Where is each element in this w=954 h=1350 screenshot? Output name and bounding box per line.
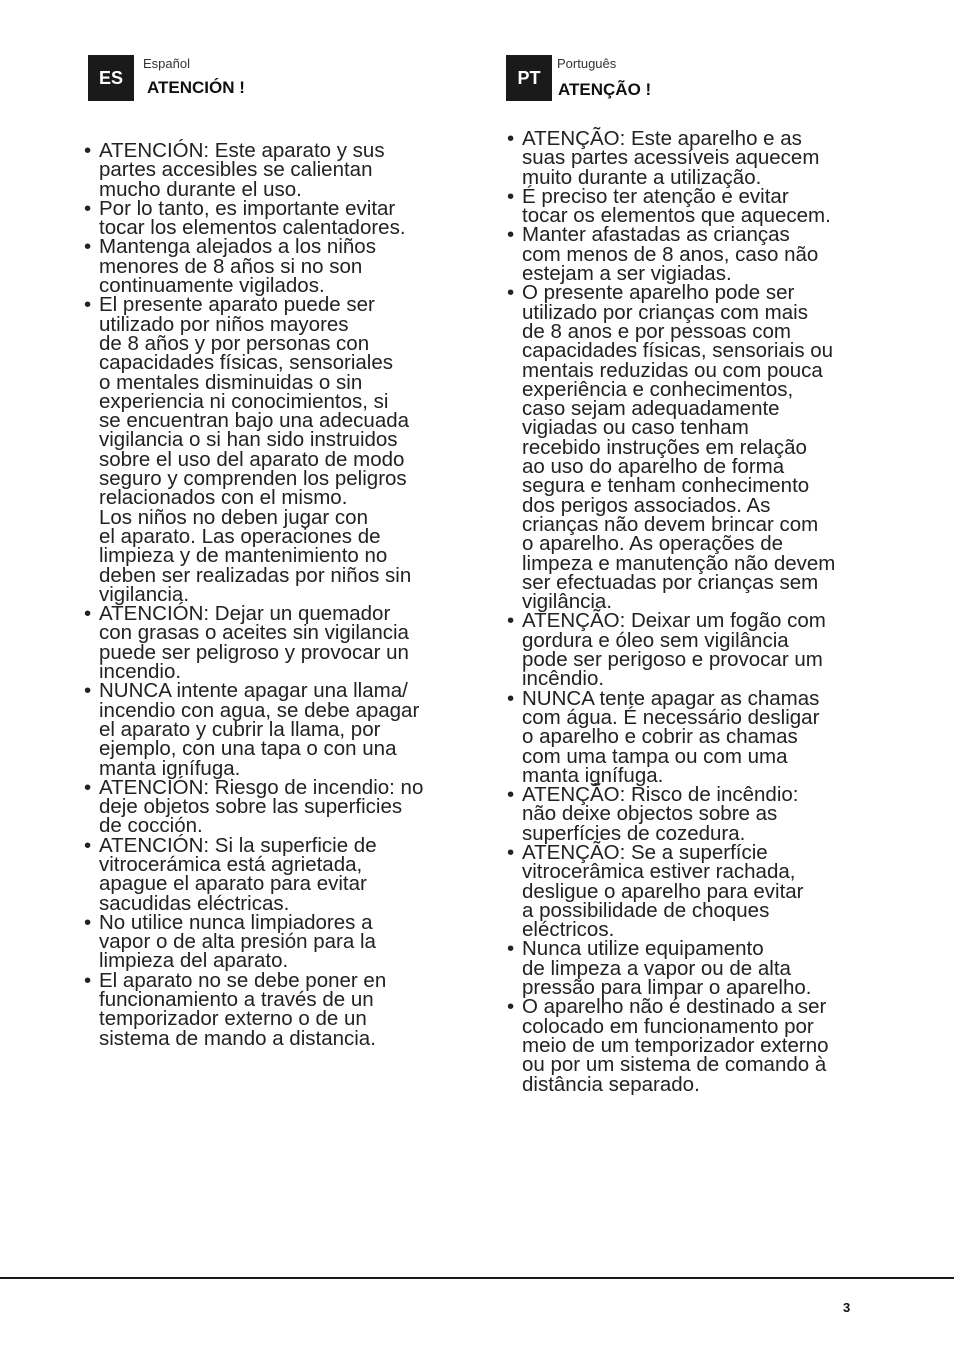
bullet-icon: •: [507, 783, 515, 807]
bullet-icon: •: [84, 602, 92, 626]
bullet-icon: •: [507, 609, 515, 633]
warning-item: • É preciso ter atenção e evitar tocar os elementos que aquecem.: [507, 184, 831, 228]
warning-item: • ATENÇÃO: Se a superfície vitrocerâmica estiver rachada, desligue o aparelho para evitar a possibilidade de choques eléctricos.: [507, 840, 804, 942]
warning-item: • ATENÇÃO: Deixar um fogão com gordura e óleo sem vigilância pode ser perigoso e provocar um incêndio.: [507, 609, 826, 691]
warning-item: • NUNCA tente apagar as chamas com água. É necessário desligar o aparelho e cobrir as chamas com uma tampa ou com uma manta ignífuga.: [507, 686, 820, 787]
warning-item: • Mantenga alejados a los niños menores de 8 años si no son continuamente vigilados.: [84, 235, 376, 298]
bullet-icon: •: [84, 235, 92, 259]
bullet-icon: •: [84, 196, 92, 220]
page-number: 3: [843, 1300, 851, 1315]
bullet-icon: •: [507, 281, 515, 305]
warning-item: • O aparelho não é destinado a ser colocado em funcionamento por meio de um temporizador externo ou por um sistema de comando à distância separado.: [507, 995, 829, 1096]
bullet-icon: •: [507, 223, 515, 247]
language-label-pt: Português: [557, 56, 617, 71]
warning-heading-pt: ATENÇÃO !: [558, 80, 652, 99]
language-label-es: Español: [143, 56, 190, 71]
bullet-icon: •: [507, 937, 515, 961]
warning-item: • Nunca utilize equipamento de limpeza a vapor ou de alta pressão para limpar o aparelho.: [507, 937, 812, 1000]
bullet-icon: •: [84, 775, 92, 799]
warning-item: • ATENCIÓN: Si la superficie de vitrocerámica está agrietada, apague el aparato para evitar sacudidas eléctricas.: [84, 833, 377, 915]
bullet-icon: •: [84, 293, 92, 317]
language-badge-es: ES: [88, 55, 134, 101]
warning-list-es: [84, 141, 464, 1048]
language-badge-pt: PT: [506, 55, 552, 101]
warning-item: • Por lo tanto, es importante evitar tocar los elementos calentadores.: [84, 196, 406, 240]
footer-divider: [0, 1277, 954, 1279]
warning-item: • NUNCA intente apagar una llama/ incendio con agua, se debe apagar el aparato y cubrir la llama, por ejemplo, con una tapa o con una manta ignífuga.: [84, 679, 420, 780]
bullet-icon: •: [507, 995, 515, 1019]
bullet-icon: •: [84, 833, 92, 857]
bullet-icon: •: [507, 686, 515, 710]
warning-item: • O presente aparelho pode ser utilizado por crianças com mais de 8 anos e por pessoas com capacidades físicas, sensoriais ou mentais reduzidas ou com pouca experiência e conhecimentos, caso sejam adequadamente vigiadas ou caso tenham recebido instruções em relação ao uso do aparelho de forma segura e tenham conhecimento dos perigos associados. As crianças não devem brincar com o aparelho. As operações de limpeza e manutenção não devem ser efectuadas por crianças sem vigilância.: [507, 281, 836, 614]
warning-heading-es: ATENCIÓN !: [147, 78, 245, 97]
warning-item: • ATENÇÃO: Risco de incêndio: não deixe objectos sobre as superfícies de cozedura.: [507, 783, 799, 845]
warning-item: • Manter afastadas as crianças com menos de 8 anos, caso não estejam a ser vigiadas.: [507, 223, 819, 286]
warning-item: • ATENCIÓN: Dejar un quemador con grasas o aceites sin vigilancia puede ser peligroso y provocar un incendio.: [84, 602, 409, 684]
warning-item: • No utilice nunca limpiadores a vapor o de alta presión para la limpieza del aparato.: [84, 910, 376, 973]
bullet-icon: •: [84, 139, 92, 162]
warning-item: • ATENÇÃO: Este aparelho e as suas partes acessíveis aquecem muito durante a utilização.: [507, 127, 820, 189]
warning-list-pt: [507, 129, 902, 1094]
bullet-icon: •: [507, 184, 515, 208]
bullet-icon: •: [84, 968, 92, 992]
bullet-icon: •: [507, 127, 515, 150]
warning-item: • ATENCIÓN: Este aparato y sus partes accesibles se calientan mucho durante el uso.: [84, 139, 385, 201]
bullet-icon: •: [84, 910, 92, 934]
warning-item: • ATENCIÓN: Riesgo de incendio: no deje objetos sobre las superficies de cocción.: [84, 775, 424, 838]
bullet-icon: •: [507, 840, 515, 864]
bullet-icon: •: [84, 679, 92, 703]
warning-item: • El presente aparato puede ser utilizado por niños mayores de 8 años y por personas con capacidades físicas, sensoriales o mentales disminuidas o sin experiencia ni conocimientos, si se encuentran bajo una adecuada vigilancia o si han sido instruidos sobre el uso del aparato de modo seguro y comprenden los peligros relacionados con el mismo. Los niños no deben jugar con el aparato. Las operaciones de limpieza y de mantenimiento no deben ser realizadas por niños sin vigilancia.: [84, 293, 412, 606]
warning-item: • El aparato no se debe poner en funcionamiento a través de un temporizador externo o de un sistema de mando a distancia.: [84, 968, 387, 1050]
